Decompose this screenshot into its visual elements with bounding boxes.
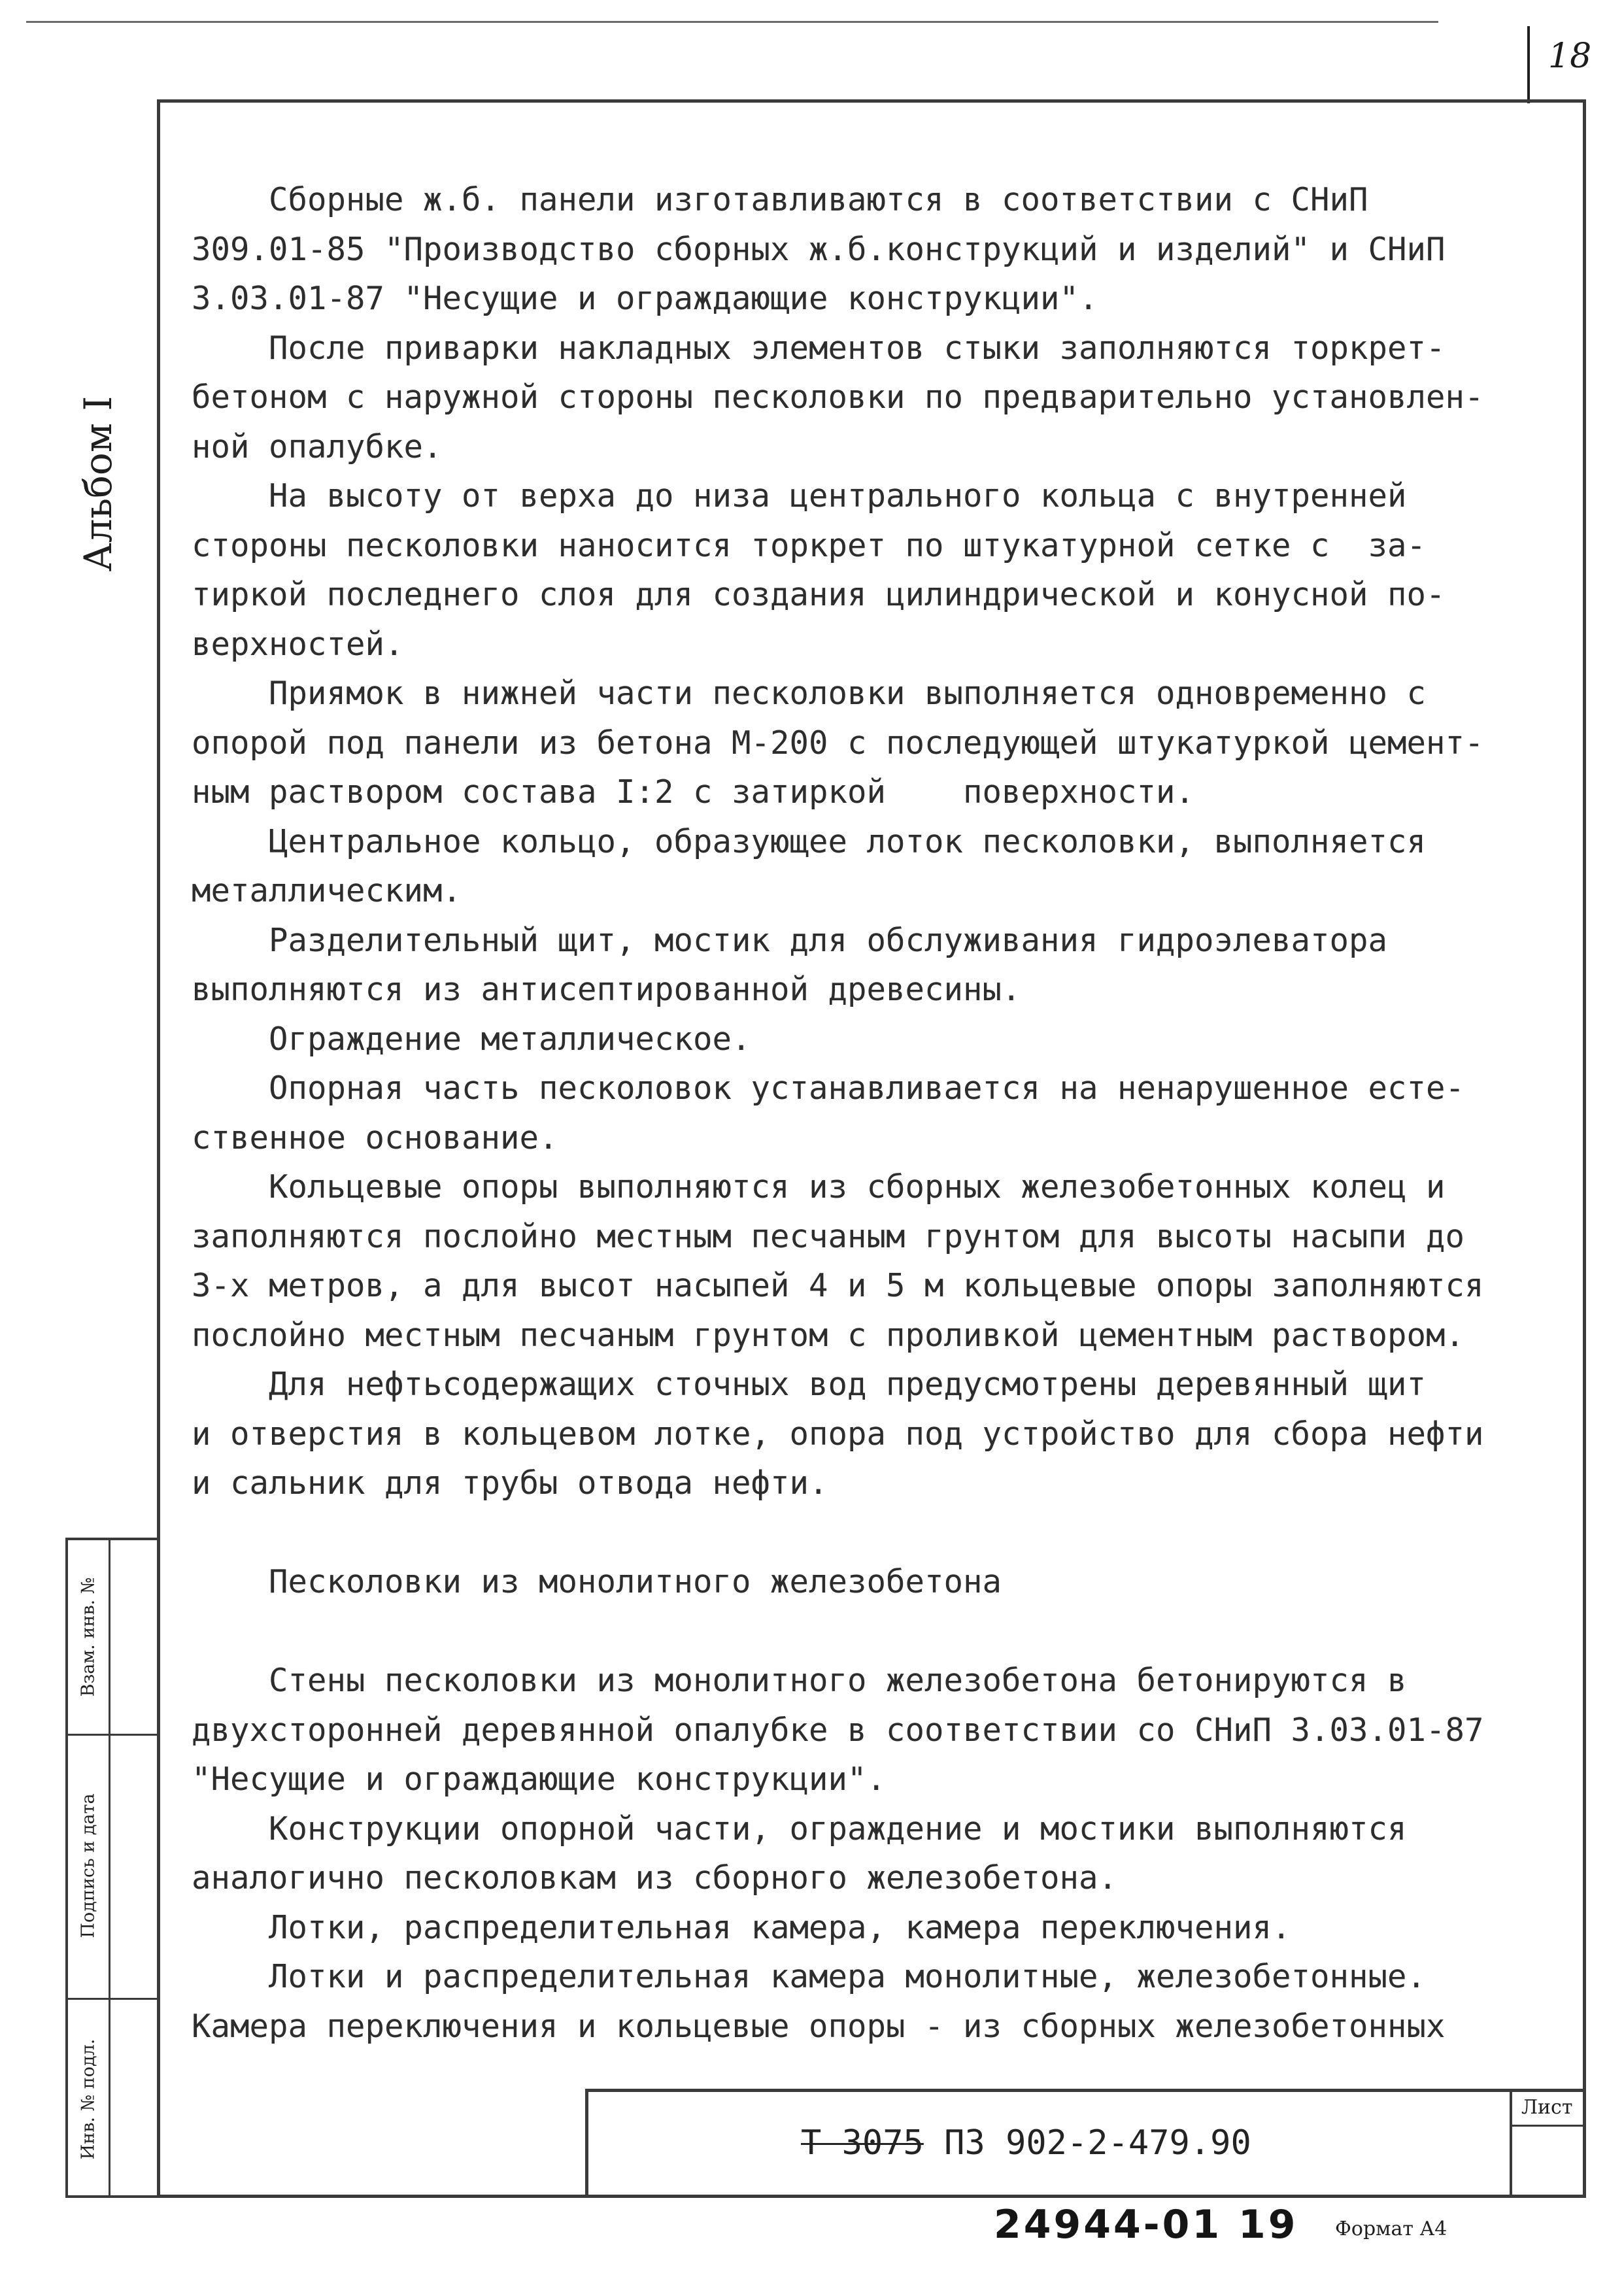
sheet-label: Лист <box>1521 2096 1573 2119</box>
stamp-divider <box>68 1998 157 2000</box>
text-line: металлическим. <box>192 872 462 909</box>
text-line: Приямок в нижней части песколовки выполняется одновременно с <box>192 675 1427 712</box>
text-line: аналогично песколовкам из сборного железобетона. <box>192 1859 1118 1897</box>
text-line: Лотки, распределительная камера, камера переключения. <box>192 1908 1291 1946</box>
text-line: ственное основание. <box>192 1119 558 1156</box>
sheet-cell <box>1510 2092 1583 2195</box>
sheet-divider <box>1512 2125 1583 2127</box>
text-line: 3.03.01-87 "Несущие и ограждающие конструкции". <box>192 280 1098 317</box>
text-line: Разделительный щит, мостик для обслуживания гидроэлеватора <box>192 921 1388 959</box>
text-line: бетоном с наружной стороны песколовки по предварительно установлен- <box>192 379 1484 416</box>
text-line: "Несущие и ограждающие конструкции". <box>192 1761 887 1798</box>
text-line: Стены песколовки из монолитного железобетона бетонируются в <box>192 1662 1407 1699</box>
page-corner-line <box>1527 26 1530 103</box>
stamp-label-replacement: Взам. инв. № <box>78 1577 99 1697</box>
text-line: заполняются послойно местным песчаным грунтом для высоты насыпи до <box>192 1217 1465 1255</box>
text-line: и сальник для трубы отвода нефти. <box>192 1464 828 1502</box>
blank-line <box>192 1607 1558 1657</box>
text-line: После приварки накладных элементов стыки заполняются торкрет- <box>192 329 1446 367</box>
text-line: На высоту от верха до низа центрального кольца с внутренней <box>192 477 1407 514</box>
text-line: и отверстия в кольцевом лотке, опора под устройство для сбора нефти <box>192 1415 1484 1453</box>
text-line: верхностей. <box>192 625 404 663</box>
format-label: Формат А4 <box>1335 2218 1447 2240</box>
side-stamp <box>65 1538 157 2198</box>
text-line: послойно местным песчаным грунтом с проливкой цементным раствором. <box>192 1316 1465 1354</box>
text-line: Лотки и распределительная камера монолитные, железобетонные. <box>192 1958 1427 1995</box>
text-line: Опорная часть песколовок устанавливается на ненарушенное есте- <box>192 1070 1465 1107</box>
document-code <box>801 2123 1251 2163</box>
text-line: ным раствором состава I:2 с затиркой поверхности. <box>192 773 1195 811</box>
text-line: Кольцевые опоры выполняются из сборных железобетонных колец и <box>192 1168 1446 1206</box>
text-line: стороны песколовки наносится торкрет по штукатурной сетке с за- <box>192 526 1427 564</box>
album-label: Альбом I <box>76 396 120 572</box>
text-line: двухсторонней деревянной опалубке в соответствии со СНиП 3.03.01-87 <box>192 1711 1484 1749</box>
inventory-number: 24944-01 19 <box>994 2202 1298 2248</box>
stamp-label-signature: Подпись и дата <box>78 1793 99 1938</box>
top-rule <box>26 21 1438 23</box>
stamp-divider <box>109 1540 110 2195</box>
text-line: опорой под панели из бетона М-200 с последующей штукатуркой цемент- <box>192 724 1484 762</box>
handwritten-page-number: 18 <box>1548 37 1592 76</box>
text-line: 3-х метров, а для высот насыпей 4 и 5 м кольцевые опоры заполняются <box>192 1267 1484 1304</box>
text-line: Сборные ж.б. панели изготавливаются в соответствии с СНиП <box>192 181 1368 218</box>
text-line: Центральное кольцо, образующее лоток песколовки, выполняется <box>192 822 1427 860</box>
title-block <box>585 2089 1586 2198</box>
text-line: выполняются из антисептированной древесины. <box>192 971 1021 1008</box>
text-line: Конструкции опорной части, ограждение и мостики выполняются <box>192 1810 1407 1847</box>
blank-line <box>192 1508 1558 1558</box>
section-heading: Песколовки из монолитного железобетона <box>192 1563 1002 1600</box>
body-text <box>192 175 1558 2051</box>
text-line: тиркой последнего слоя для создания цилиндрической и конусной по- <box>192 576 1446 613</box>
stamp-label-inventory: Инв. № подл. <box>78 2038 99 2160</box>
stamp-divider <box>68 1734 157 1736</box>
text-line: 309.01-85 "Производство сборных ж.б.конструкций и изделий" и СНиП <box>192 230 1446 268</box>
code-text: ПЗ 902-2-479.90 <box>923 2123 1251 2163</box>
text-line: Для нефтьсодержащих сточных вод предусмотрены деревянный щит <box>192 1366 1427 1403</box>
text-line: Камера переключения и кольцевые опоры - из сборных железобетонных <box>192 2007 1446 2045</box>
struck-code: Т 3075 <box>801 2123 924 2163</box>
text-line: ной опалубке. <box>192 428 443 465</box>
text-line: Ограждение металлическое. <box>192 1020 751 1058</box>
